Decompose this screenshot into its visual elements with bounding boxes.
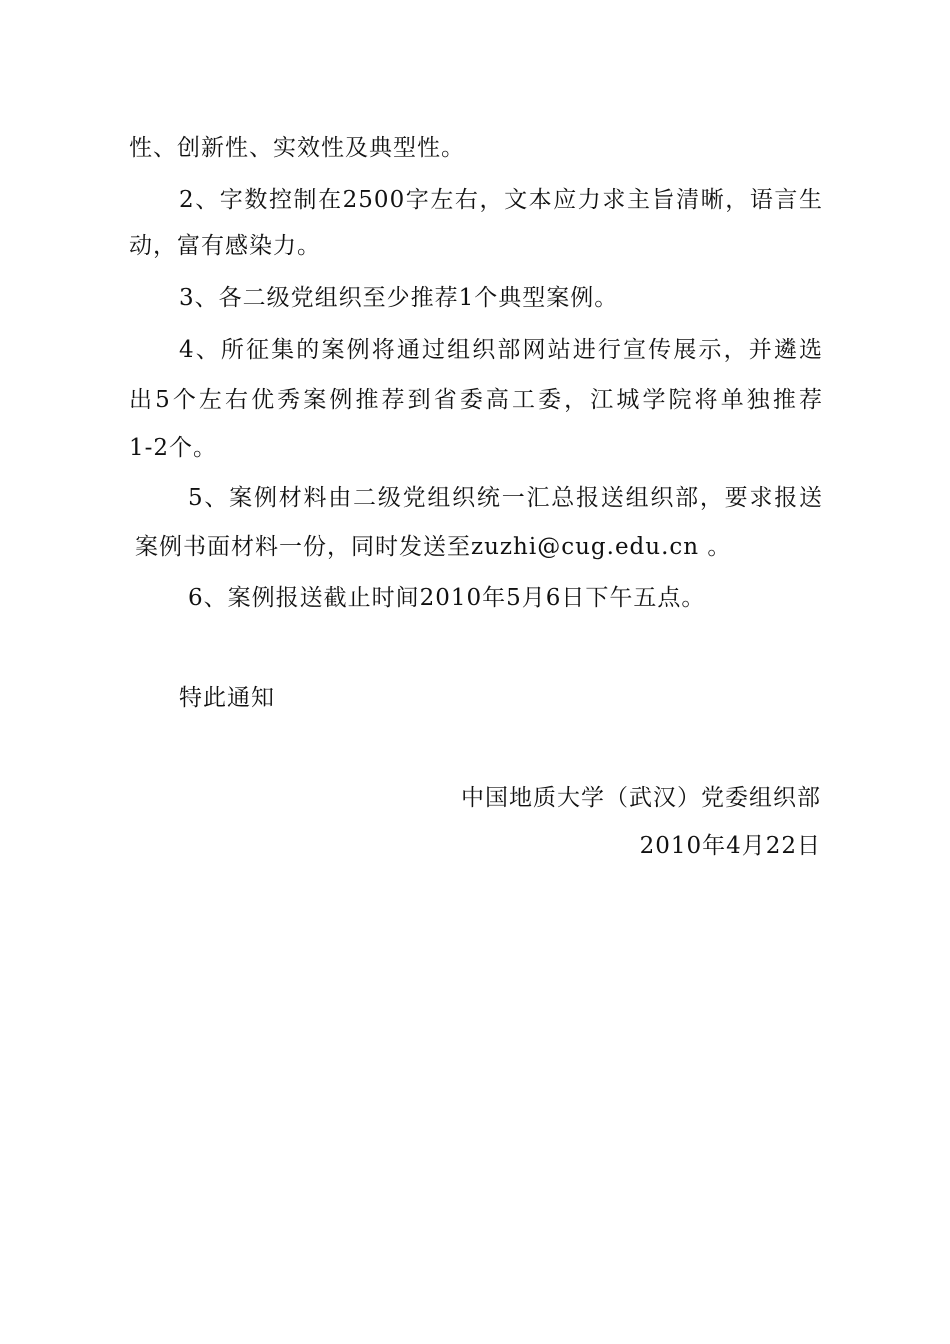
body-line-7: 1-2个。 xyxy=(129,435,218,461)
body-line-3: 动，富有感染力。 xyxy=(129,233,321,259)
body-line-6: 出5个左右优秀案例推荐到省委高工委，江城学院将单独推荐 xyxy=(129,387,823,413)
body-line-5: 4、所征集的案例将通过组织部网站进行宣传展示，并遴选 xyxy=(179,337,823,363)
signature-organization: 中国地质大学（武汉）党委组织部 xyxy=(461,785,821,811)
body-line-2: 2、字数控制在2500字左右，文本应力求主旨清晰，语言生 xyxy=(179,187,823,213)
closing-text: 特此通知 xyxy=(179,685,275,711)
body-line-1: 性、创新性、实效性及典型性。 xyxy=(129,135,465,161)
body-line-8: 5、案例材料由二级党组织统一汇总报送组织部，要求报送 xyxy=(188,485,823,511)
signature-date: 2010年4月22日 xyxy=(639,833,821,859)
body-line-4: 3、各二级党组织至少推荐1个典型案例。 xyxy=(179,285,619,311)
body-line-9: 案例书面材料一份，同时发送至zuzhi@cug.edu.cn 。 xyxy=(135,534,732,560)
body-line-10: 6、案例报送截止时间2010年5月6日下午五点。 xyxy=(188,585,706,611)
